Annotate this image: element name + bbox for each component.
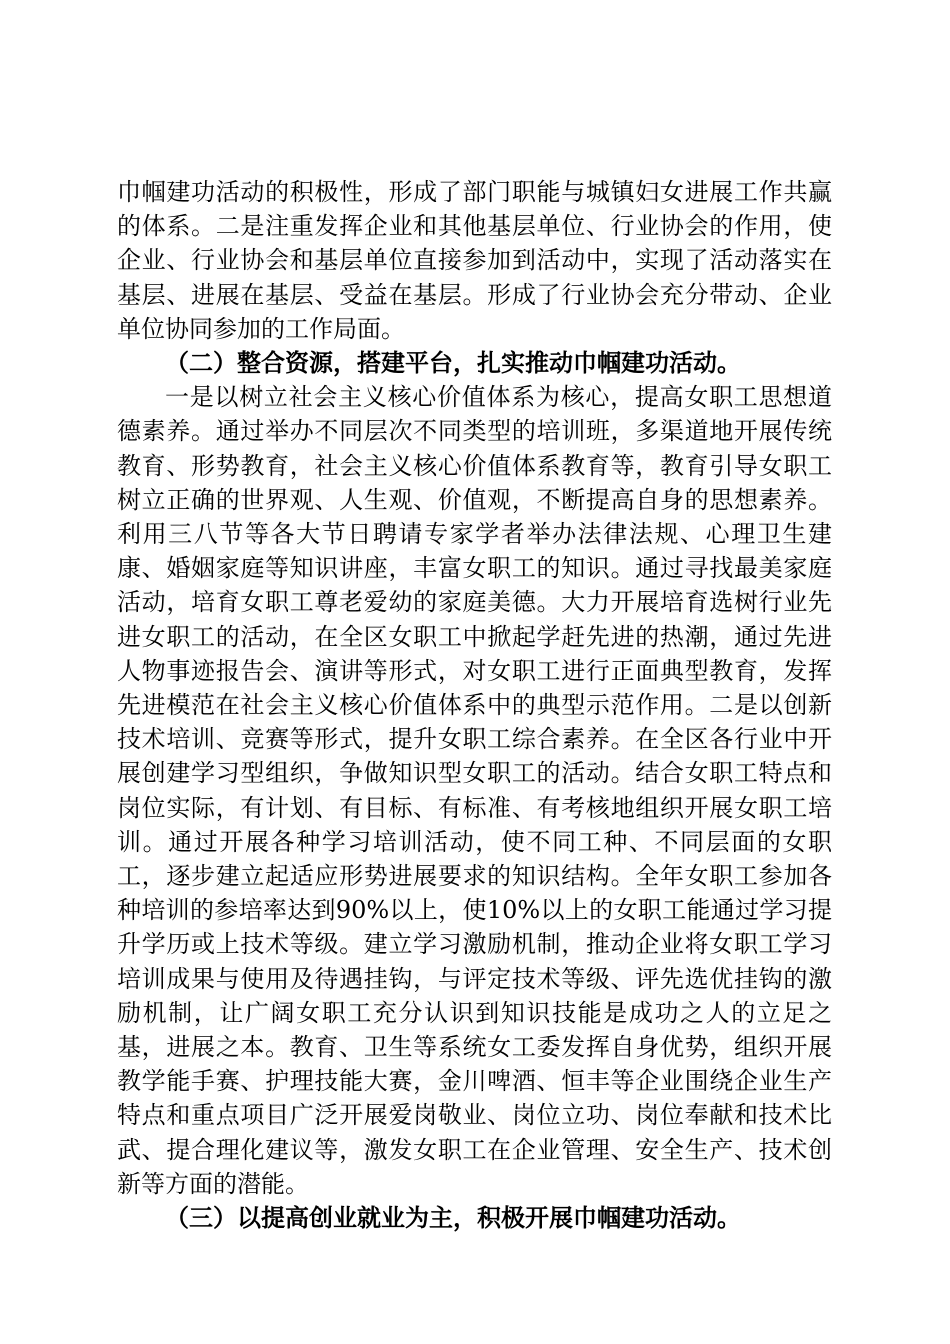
paragraph-section-2: 一是以树立社会主义核心价值体系为核心，提高女职工思想道德素养。通过举办不同层次不同类型的培训班，多渠道地开展传统教育、形势教育，社会主义核心价值体系教育等，教育引导女职工树立正确的世界观、人生观、价值观，不断提高自身的思想素养。利用三八节等各大节日聘请专家学者举办法律法规、心理卫生建康、婚姻家庭等知识讲座，丰富女职工的知识。通过寻找最美家庭活动，培育女职工尊老爱幼的家庭美德。大力开展培育选树行业先进女职工的活动，在全区女职工中掀起学赶先进的热潮，通过先进人物事迹报告会、演讲等形式，对女职工进行正面典型教育，发挥先进模范在社会主义核心价值体系中的典型示范作用。二是以创新技术培训、竞赛等形式，提升女职工综合素养。在全区各行业中开展创建学习型组织，争做知识型女职工的活动。结合女职工特点和岗位实际，有计划、有目标、有标准、有考核地组织开展女职工培训。通过开展各种学习培训活动，使不同工种、不同层面的女职工，逐步建立起适应形势进展要求的知识结构。全年女职工参加各种培训的参培率达到90%以上，使10%以上的女职工能通过学习提升学历或上技术等级。建立学习激励机制，推动企业将女职工学习培训成果与使用及待遇挂钩，与评定技术等级、评先选优挂钩的激励机制，让广阔女职工充分认识到知识技能是成功之人的立足之基，进展之本。教育、卫生等系统女工委发挥自身优势，组织开展教学能手赛、护理技能大赛，金川啤酒、恒丰等企业围绕企业生产特点和重点项目广泛开展爱岗敬业、岗位立功、岗位奉献和技术比武、提合理化建议等，激发女职工在企业管理、安全生产、技术创新等方面的潜能。 xyxy=(117,383,832,1198)
document-page xyxy=(117,175,832,1235)
section-heading-2: （二）整合资源，搭建平台，扎实推动巾帼建功活动。 xyxy=(165,348,741,378)
section-heading-3: （三）以提高创业就业为主，积极开展巾帼建功活动。 xyxy=(165,1203,741,1233)
paragraph-continued: 巾帼建功活动的积极性，形成了部门职能与城镇妇女进展工作共赢的体系。二是注重发挥企业和其他基层单位、行业协会的作用，使企业、行业协会和基层单位直接参加到活动中，实现了活动落实在基层、进展在基层、受益在基层。形成了行业协会充分带动、企业单位协同参加的工作局面。 xyxy=(117,178,832,343)
